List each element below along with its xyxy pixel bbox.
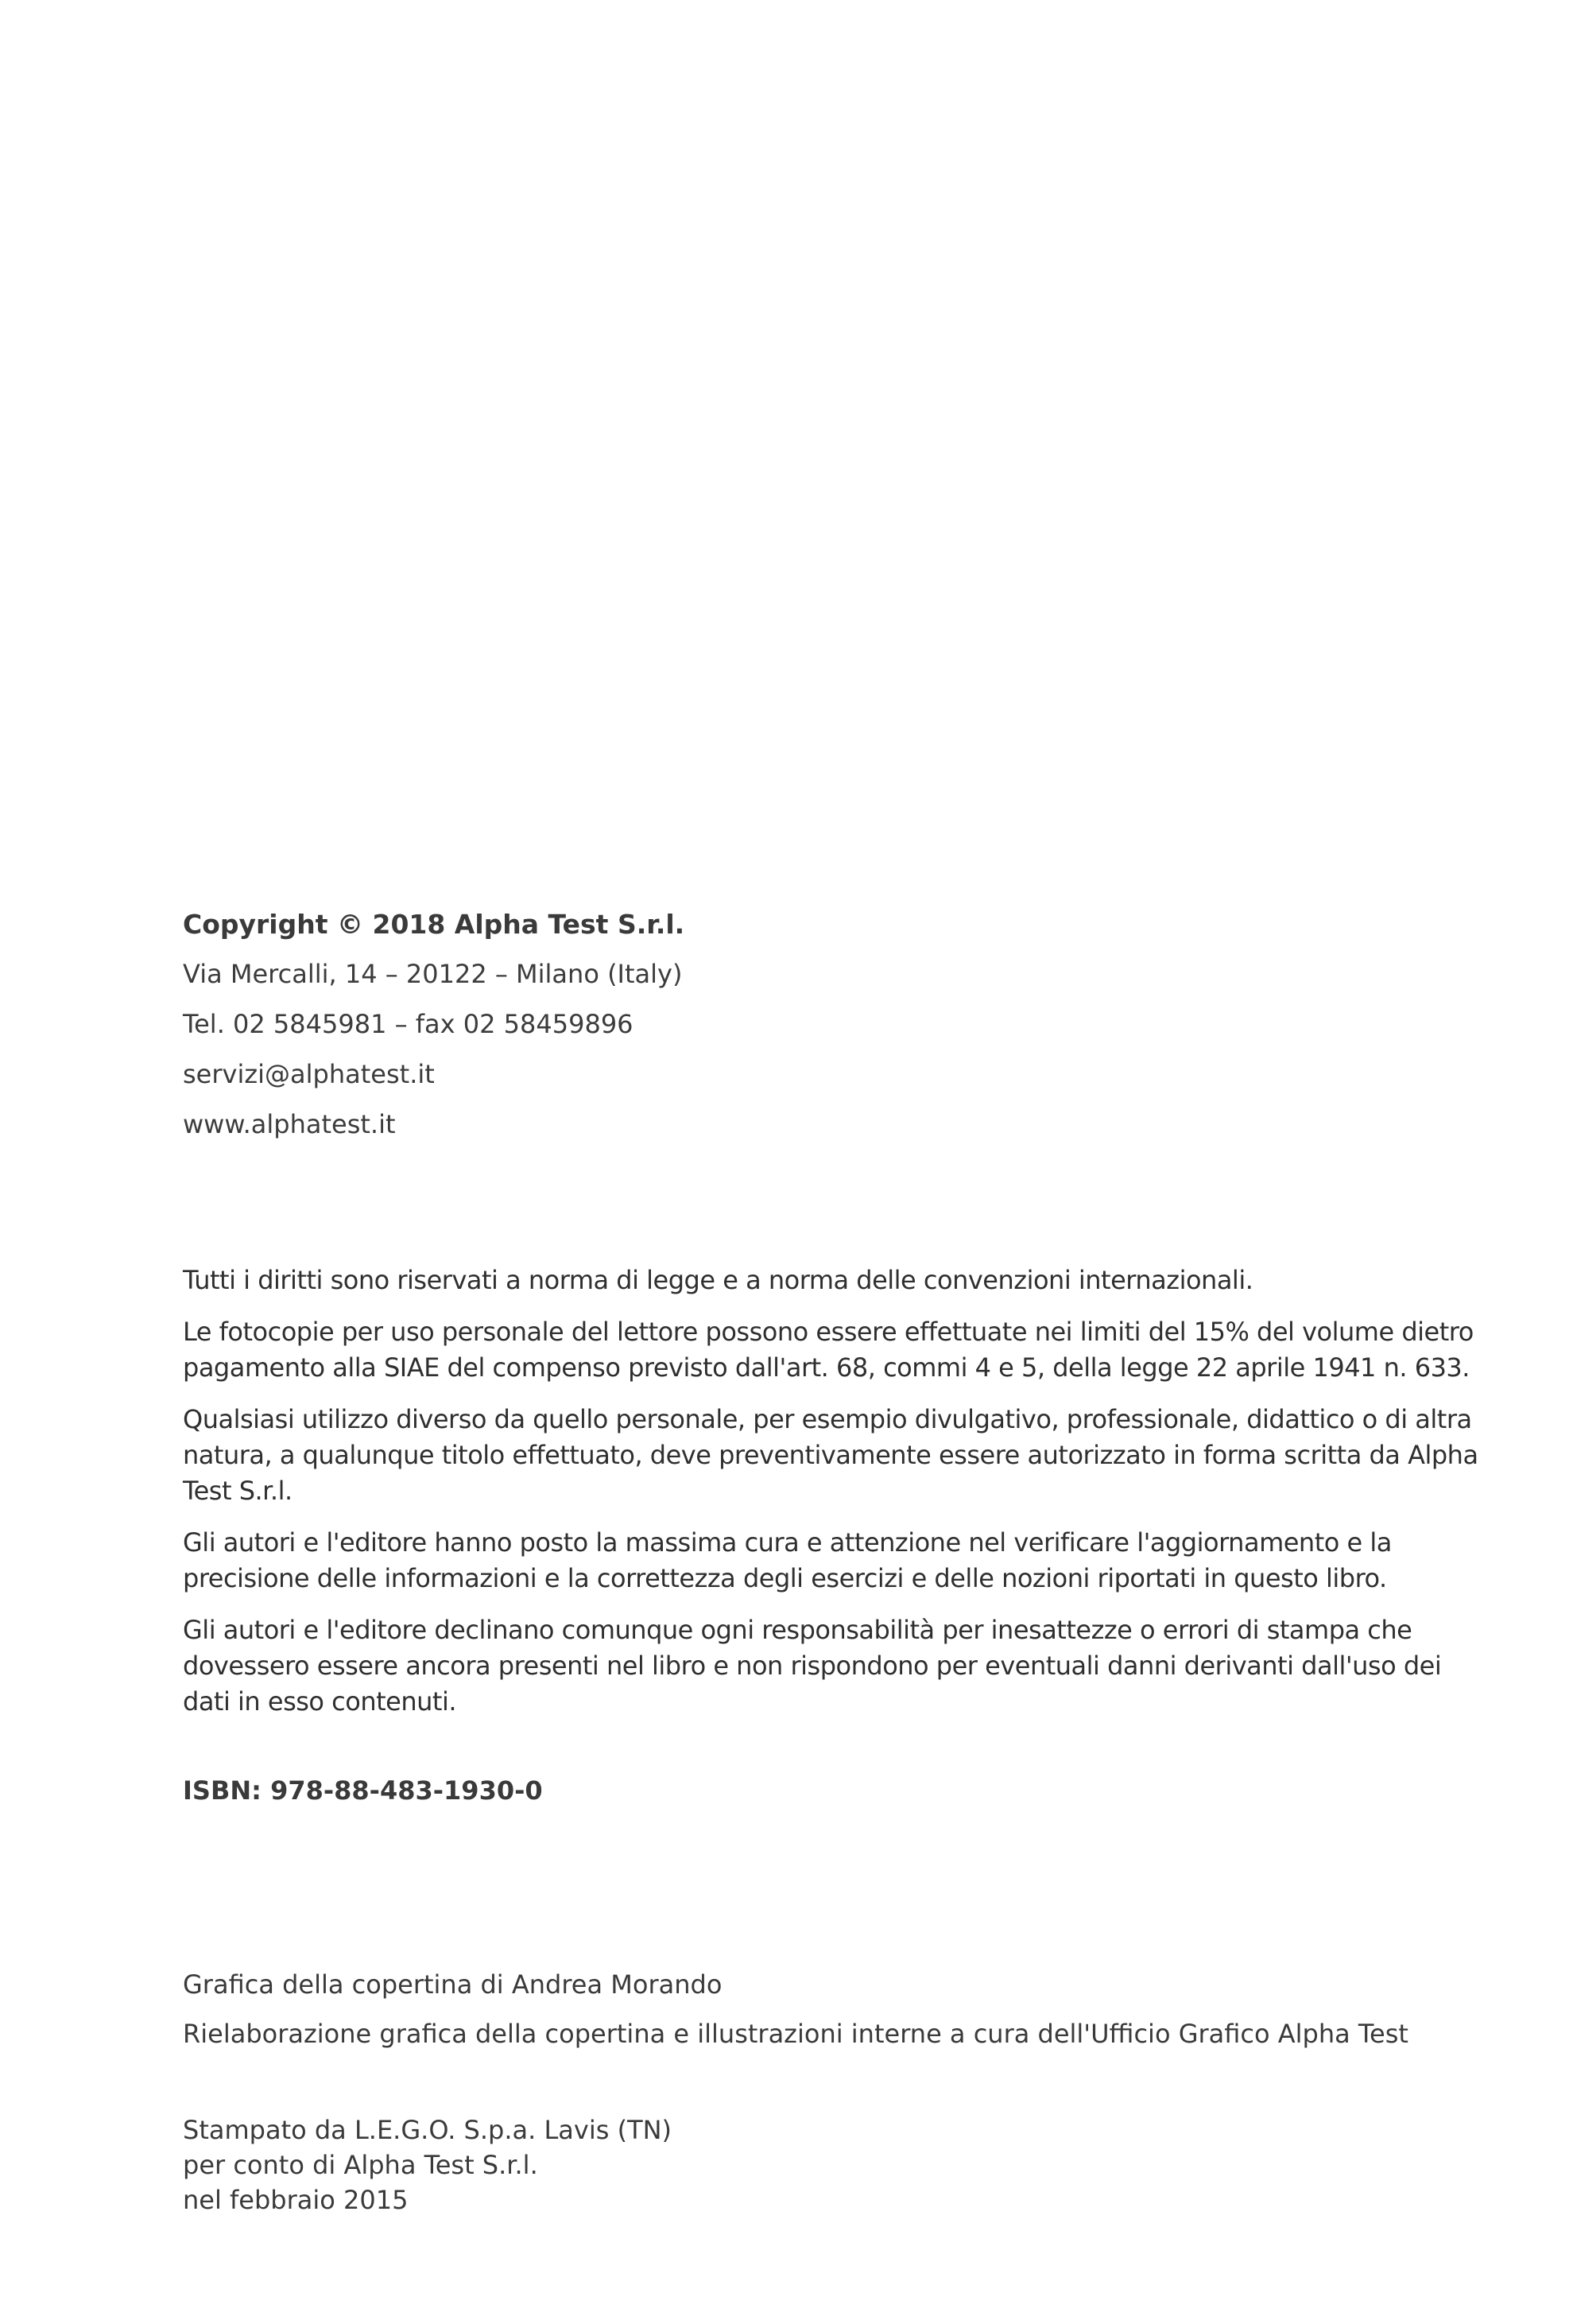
rights-block [183, 1263, 1486, 1736]
credits-block [183, 1969, 1486, 2067]
rights-paragraph: Tutti i diritti sono riservati a norma di legge e a norma delle convenzioni internazionali. [183, 1265, 1253, 1295]
print-date-line: nel febbraio 2015 [183, 2185, 409, 2215]
printer-block [183, 2113, 1486, 2217]
contact-block [183, 909, 1486, 1158]
copyright-title: Copyright © 2018 Alpha Test S.r.l. [183, 909, 685, 940]
website-line: www.alphatest.it [183, 1109, 396, 1139]
photocopy-paragraph: Le fotocopie per uso personale del lettore possono essere effettuate nei limiti del 15% del volume dietro pagamento alla SIAE del compenso previsto dall'art. 68, commi 4 e 5, della legge 22 aprile 1941 n. 633. [183, 1317, 1474, 1383]
isbn-number: ISBN: 978-88-483-1930-0 [183, 1775, 543, 1806]
email-line: servizi@alphatest.it [183, 1059, 435, 1089]
isbn-block [183, 1775, 1486, 1806]
phone-fax-line: Tel. 02 5845981 – fax 02 58459896 [183, 1009, 633, 1039]
usage-paragraph: Qualsiasi utilizzo diverso da quello personale, per esempio divulgativo, professionale, didattico o di altra natura, a qualunque titolo effettuato, deve preventivamente essere autorizzato in forma scritta da Alpha Test S.r.l. [183, 1404, 1478, 1506]
publisher-line: per conto di Alpha Test S.r.l. [183, 2150, 538, 2180]
cover-credit: Grafica della copertina di Andrea Morando [183, 1969, 723, 2000]
liability-paragraph: Gli autori e l'editore declinano comunque ogni responsabilità per inesattezze o errori di stampa che dovessero essere ancora presenti nel libro e non rispondono per eventuali danni derivanti dall'uso dei dati in esso contenuti. [183, 1615, 1442, 1717]
printer-line: Stampato da L.E.G.O. S.p.a. Lavis (TN) [183, 2115, 672, 2145]
address-line: Via Mercalli, 14 – 20122 – Milano (Italy) [183, 959, 683, 989]
illustration-credit: Rielaborazione grafica della copertina e illustrazioni interne a cura dell'Ufficio Grafico Alpha Test [183, 2019, 1408, 2049]
accuracy-paragraph: Gli autori e l'editore hanno posto la massima cura e attenzione nel verificare l'aggiornamento e la precisione delle informazioni e la correttezza degli esercizi e delle nozioni riportati in questo libro. [183, 1527, 1392, 1593]
